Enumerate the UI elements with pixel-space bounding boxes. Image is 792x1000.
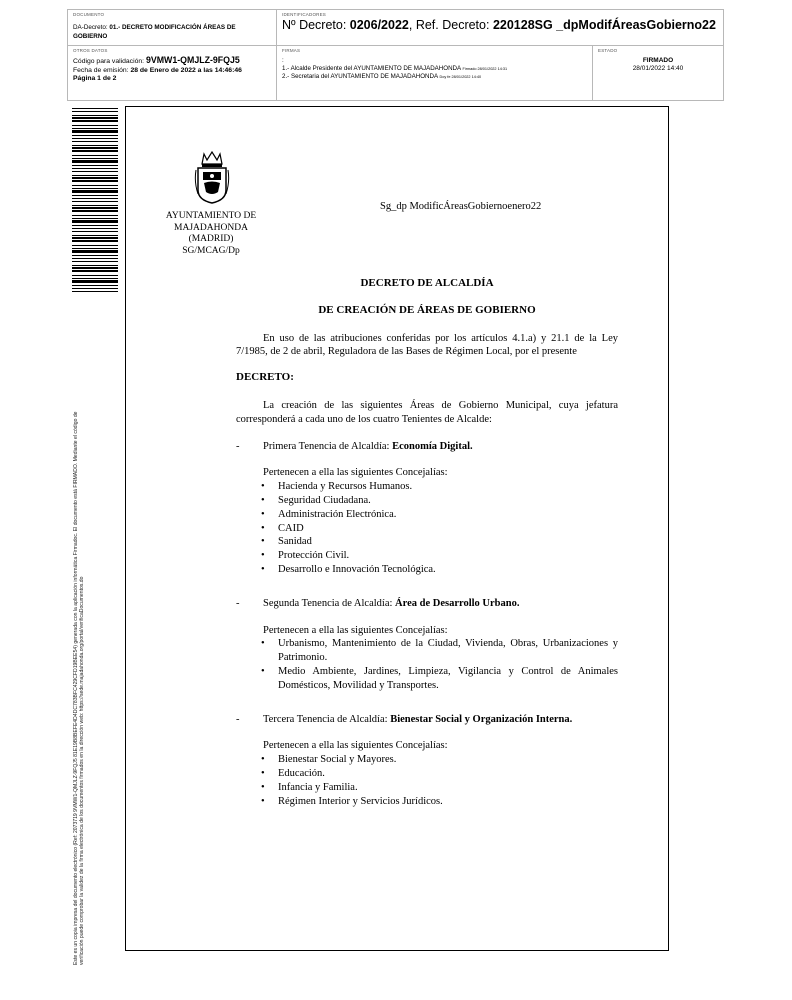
bullet-marker: •	[261, 508, 265, 520]
bullet-marker: •	[261, 665, 265, 677]
documento-label: DOCUMENTO	[73, 12, 105, 17]
barcode-bar	[72, 160, 118, 163]
barcode-bar	[72, 280, 118, 283]
barcode-bar	[72, 155, 118, 156]
codigo-value[interactable]: 9VMW1-QMJLZ-9FQJ5	[145, 55, 240, 65]
list-item	[261, 767, 618, 781]
concejalias-list	[236, 753, 618, 808]
ident-prefix: Nº Decreto:	[282, 18, 350, 32]
firmas-label: FIRMAS	[282, 48, 301, 53]
decreto-ref: 220128SG _dpModifÁreasGobierno22	[492, 18, 716, 32]
tenencias-list	[236, 440, 618, 809]
barcode-bar	[72, 228, 118, 229]
pertenecen-label: Pertenecen a ella las siguientes Concejalías:	[263, 624, 448, 636]
barcode-bar	[72, 158, 118, 159]
barcode-bar	[72, 258, 118, 259]
list-item	[261, 637, 618, 665]
concejalia-text: Bienestar Social y Mayores.	[278, 754, 397, 766]
list-item	[261, 753, 618, 767]
letterhead-line2: MAJADAHONDA	[174, 222, 248, 233]
pagina-indicator: Página 1 de 2	[73, 75, 117, 82]
tenencia-heading	[236, 597, 618, 611]
bullet-marker: •	[261, 754, 265, 766]
bullet-marker: •	[261, 536, 265, 548]
barcode-bar	[72, 207, 118, 209]
dash-marker: -	[236, 597, 240, 609]
firma-2-text: 2.- Secretaria del AYUNTAMIENTO DE MAJADAHONDA	[282, 73, 438, 80]
list-item	[261, 494, 618, 508]
otros-datos-label: OTROS DATOS	[73, 48, 108, 53]
tenencia-section	[236, 440, 618, 577]
barcode-bar	[72, 128, 118, 129]
barcode-bar	[72, 220, 118, 223]
estado-date: 28/01/2022 14:40	[632, 65, 684, 72]
list-item	[261, 480, 618, 494]
barcode-bar	[72, 115, 118, 116]
side-text-line1: Este es un copia impresa del documento electrónico (Ref: 2073719 9VMW1-QMJLZ-9FQJ5 81E19B8BEFE4D4DC783BFC429CFD19BEE54) generada con la aplicación informática Firmadoc. El documento está FIRMADO. Mediante el código de	[73, 411, 79, 965]
tenencia-section	[236, 713, 618, 809]
list-item	[261, 563, 618, 577]
barcode-bar	[72, 165, 118, 166]
concejalia-text: Medio Ambiente, Jardines, Limpieza, Vigilancia y Control de Animales Domésticos, Movilidad y Transportes.	[278, 665, 618, 691]
barcode-bar	[72, 111, 118, 112]
decree-subtitle: DE CREACIÓN DE ÁREAS DE GOBIERNO	[318, 303, 536, 316]
identificadores-cell	[277, 10, 723, 46]
barcode-bar	[72, 288, 118, 289]
barcode-bar	[72, 150, 118, 152]
tenencia-prefix: Primera Tenencia de Alcaldía:	[263, 440, 393, 452]
barcode-bar	[72, 125, 118, 126]
barcode-bar	[72, 240, 118, 242]
pertenecen-label: Pertenecen a ella las siguientes Concejalías:	[263, 740, 448, 752]
concejalia-text: Infancia y Familia.	[278, 781, 358, 793]
estado-status: FIRMADO	[642, 57, 674, 64]
tenencia-name: Área de Desarrollo Urbano.	[395, 597, 520, 609]
barcode-bar	[72, 177, 118, 179]
concejalias-list	[236, 480, 618, 577]
list-item	[261, 781, 618, 795]
estado-cell	[593, 46, 723, 101]
bullet-marker: •	[261, 781, 265, 793]
barcode-bar	[72, 108, 118, 109]
barcode-bar	[72, 120, 118, 122]
barcode-bar	[72, 168, 118, 169]
ref-prefix: , Ref. Decreto:	[408, 18, 493, 32]
barcode-bar	[72, 145, 118, 146]
bullet-marker: •	[261, 481, 265, 493]
barcode-bar	[72, 185, 118, 186]
list-item	[261, 665, 618, 693]
tenencia-heading	[236, 440, 618, 454]
barcode-bar	[72, 188, 118, 189]
codigo-prefix: Código para validación:	[73, 58, 146, 65]
concejalia-text: Hacienda y Recursos Humanos.	[278, 481, 413, 493]
firma-1-date: Firmado 28/01/2022 14:31	[462, 67, 508, 71]
barcode-bar	[72, 215, 118, 216]
coat-of-arms-icon	[194, 150, 230, 205]
ayuntamiento-letterhead	[160, 211, 262, 257]
concejalia-text: Protección Civil.	[278, 550, 350, 562]
barcode-bar	[72, 138, 118, 139]
creation-paragraph: La creación de las siguientes Áreas de Gobierno Municipal, cuya jefatura corresponderá a cada uno de los cuatro Tenientes de Alcalde:	[236, 399, 618, 425]
barcode-bar	[72, 245, 118, 246]
letterhead-line3: (MADRID)	[188, 234, 234, 244]
concejalia-text: Sanidad	[278, 536, 312, 548]
concejalia-text: Educación.	[278, 767, 325, 779]
barcode-bar	[72, 198, 118, 199]
tenencia-section	[236, 597, 618, 693]
firmas-colon: :	[282, 57, 284, 64]
decreto-heading: DECRETO:	[236, 371, 294, 384]
barcode-bar	[72, 147, 118, 149]
barcode-bar	[72, 210, 118, 212]
barcode-bar	[72, 255, 118, 256]
list-item	[261, 522, 618, 536]
barcode-bar	[72, 235, 118, 236]
fecha-emision	[73, 67, 271, 76]
concejalias-list	[236, 637, 618, 692]
documento-cell	[68, 10, 277, 46]
barcode-bar	[72, 190, 118, 193]
barcode-bar	[72, 218, 118, 219]
bullet-marker: •	[261, 563, 265, 575]
concejalia-text: Desarrollo e Innovación Tecnológica.	[278, 563, 436, 575]
fecha-prefix: Fecha de emisión:	[73, 66, 131, 74]
pertenecen-label: Pertenecen a ella las siguientes Concejalías:	[263, 467, 448, 479]
documento-name: 01.- DECRETO MODIFICACIÓN ÁREAS DE GOBIERNO	[73, 24, 236, 40]
firmas-list	[282, 57, 587, 81]
decree-body	[236, 277, 618, 808]
bullet-marker: •	[261, 767, 265, 779]
barcode-bar	[72, 130, 118, 133]
bullet-marker: •	[261, 522, 265, 534]
tenencia-name: Bienestar Social y Organización Interna.	[390, 713, 573, 725]
barcode-bar	[72, 201, 118, 202]
firma-2-date: Doy fe 28/01/2022 14:40	[439, 75, 482, 79]
list-item	[261, 535, 618, 549]
identificadores-label: IDENTIFICADORES	[282, 12, 327, 17]
barcode-bar	[72, 248, 118, 249]
intro-paragraph: En uso de las atribuciones conferidas por los artículos 4.1.a) y 21.1 de la Ley 7/1985, de 2 de abril, Reguladora de las Bases de Régimen Local, por el presente	[236, 332, 618, 358]
dash-marker: -	[236, 440, 240, 452]
concejalia-text: Administración Electrónica.	[278, 508, 397, 520]
barcode-bar	[72, 225, 118, 226]
bullet-marker: •	[261, 550, 265, 562]
barcode-bar	[72, 135, 118, 136]
firma-2	[282, 73, 587, 81]
codigo-validacion	[73, 56, 271, 67]
list-item	[261, 795, 618, 809]
barcode-bar	[72, 195, 118, 196]
concejalia-text: Régimen Interior y Servicios Jurídicos.	[278, 795, 443, 807]
firmas-cell	[277, 46, 593, 101]
list-item	[261, 508, 618, 522]
otros-datos-cell	[68, 46, 277, 101]
barcode-bar	[72, 237, 118, 239]
concejalia-text: Seguridad Ciudadana.	[278, 494, 371, 506]
documento-prefix: DA-Decreto:	[73, 24, 110, 31]
bullet-marker: •	[261, 494, 265, 506]
barcode-bar	[72, 285, 118, 286]
document-reference: Sg_dp ModificÁreasGobiernoenero22	[380, 201, 542, 212]
barcode-bar	[72, 171, 118, 172]
firma-1	[282, 65, 587, 73]
letterhead-line1: AYUNTAMIENTO DE	[165, 211, 257, 221]
barcode-bar	[72, 205, 118, 206]
barcode-bar	[72, 180, 118, 182]
tenencia-prefix: Tercera Tenencia de Alcaldía:	[263, 713, 391, 725]
tenencia-heading	[236, 713, 618, 727]
document-header-table	[67, 9, 724, 101]
bullet-marker: •	[261, 795, 265, 807]
barcode-bar	[72, 141, 118, 142]
barcode-bar	[72, 231, 118, 232]
barcode-bar	[72, 267, 118, 269]
tenencia-prefix: Segunda Tenencia de Alcaldía:	[263, 597, 396, 609]
barcode-bar	[72, 250, 118, 253]
barcode-icon	[72, 108, 118, 293]
dash-marker: -	[236, 713, 240, 725]
barcode-bar	[72, 275, 118, 276]
barcode-bar	[72, 261, 118, 262]
concejalia-text: Urbanismo, Mantenimiento de la Ciudad, Vivienda, Obras, Urbanizaciones y Patrimonio.	[278, 638, 618, 664]
barcode-bar	[72, 278, 118, 279]
letterhead-line4: SG/MCAG/Dp	[182, 245, 240, 256]
bullet-marker: •	[261, 638, 265, 650]
side-text-line2: verificación puede comprobar la validez de la firma electrónica de los documentos firmados en la dirección web: https://sede.majadahonda.org/portal/verificaDocumentos.do	[79, 576, 86, 965]
decreto-number: 0206/2022	[349, 18, 409, 32]
list-item	[261, 549, 618, 563]
barcode-bar	[72, 270, 118, 272]
barcode-bar	[72, 175, 118, 176]
tenencia-name: Economía Digital.	[392, 440, 473, 452]
barcode-bar	[72, 117, 118, 119]
documento-title	[73, 23, 271, 41]
verification-side-text	[73, 290, 93, 965]
firma-1-text: 1.- Alcalde Presidente del AYUNTAMIENTO DE MAJADAHONDA	[282, 65, 461, 72]
fecha-value: 28 de Enero de 2022 a las 14:46:46	[130, 66, 242, 74]
estado-label: ESTADO	[598, 48, 618, 53]
barcode-bar	[72, 265, 118, 266]
decree-title: DECRETO DE ALCALDÍA	[360, 277, 494, 289]
decreto-identifier	[282, 18, 718, 32]
estado-value	[598, 57, 718, 73]
concejalia-text: CAID	[278, 522, 304, 534]
